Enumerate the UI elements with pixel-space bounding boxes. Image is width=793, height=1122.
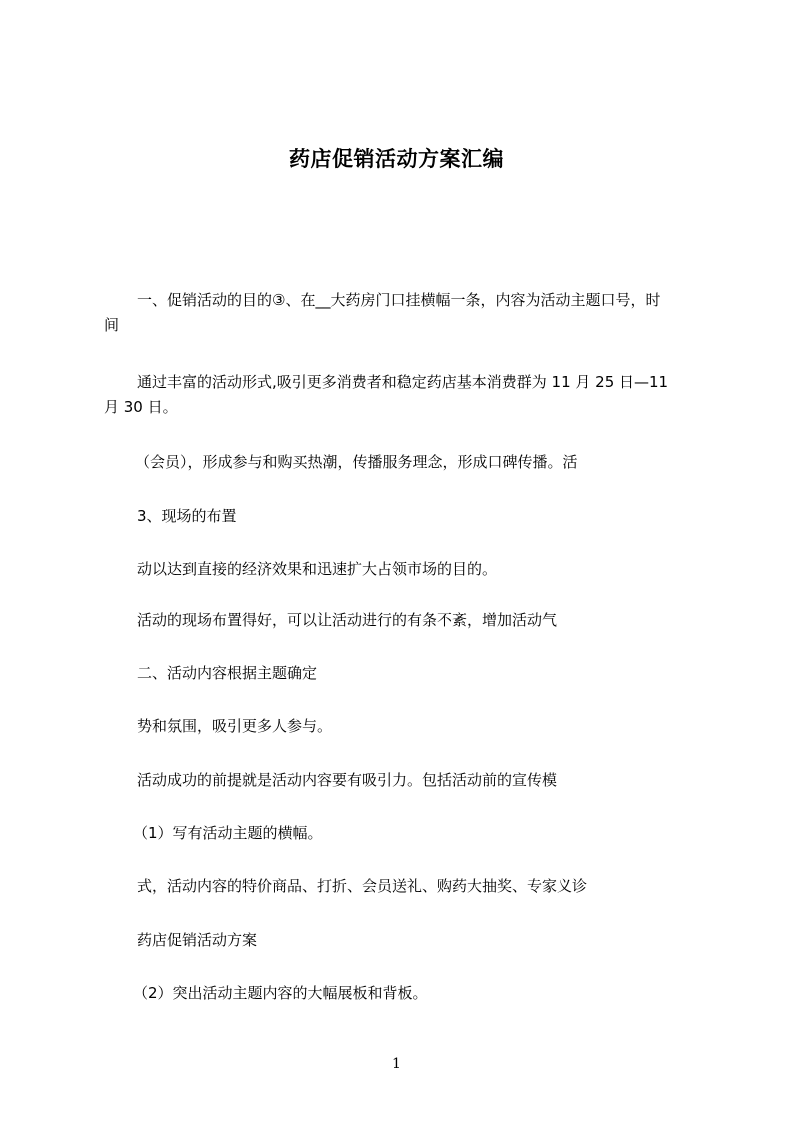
- paragraph-1-line-2: 间: [104, 316, 120, 334]
- paragraph-2-line-1: 通过丰富的活动形式,吸引更多消费者和稳定药店基本消费群为 11 月 25 日—11: [137, 373, 669, 391]
- paragraph-1-line-1: 一、促销活动的目的③、在__大药房门口挂横幅一条，内容为活动主题口号，时: [137, 291, 661, 309]
- paragraph-9: 活动成功的前提就是活动内容要有吸引力。包括活动前的宣传模: [137, 771, 558, 789]
- paragraph-4: 3、现场的布置: [137, 507, 237, 525]
- page-title: 药店促销活动方案汇编: [289, 147, 504, 171]
- paragraph-13: （2）突出活动主题内容的大幅展板和背板。: [133, 984, 428, 1002]
- paragraph-10: （1）写有活动主题的横幅。: [133, 824, 323, 842]
- paragraph-1: [104, 288, 660, 338]
- paragraph-2-line-2: 月 30 日。: [104, 398, 178, 416]
- paragraph-8: 势和氛围，吸引更多人参与。: [137, 717, 333, 735]
- paragraph-5: 动以达到直接的经济效果和迅速扩大占领市场的目的。: [137, 560, 498, 578]
- page-number: 1: [392, 1056, 401, 1072]
- paragraph-12: 药店促销活动方案: [137, 931, 258, 949]
- paragraph-7: 二、活动内容根据主题确定: [137, 664, 318, 682]
- paragraph-6: 活动的现场布置得好，可以让活动进行的有条不紊，增加活动气: [137, 611, 558, 629]
- paragraph-11: 式，活动内容的特价商品、打折、会员送礼、购药大抽奖、专家义诊: [137, 877, 588, 895]
- paragraph-2: [104, 370, 668, 420]
- paragraph-3: （会员），形成参与和购买热潮，传播服务理念，形成口碑传播。活: [135, 453, 578, 471]
